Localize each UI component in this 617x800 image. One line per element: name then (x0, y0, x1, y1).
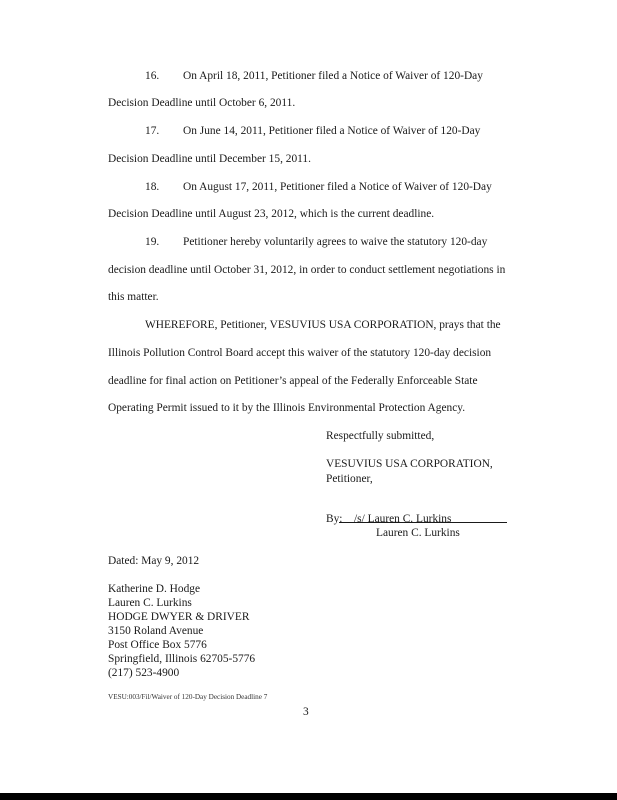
paragraph-19-line-1 (145, 235, 487, 249)
paragraph-16-line-2: Decision Deadline until October 6, 2011. (108, 97, 296, 109)
signer-name: Lauren C. Lurkins (376, 527, 460, 539)
paragraph-18-line-1 (145, 180, 492, 194)
paragraph-text: On August 17, 2011, Petitioner filed a Notice of Waiver of 120-Day (183, 181, 492, 193)
counsel-address: 3150 Roland Avenue (108, 625, 204, 637)
paragraph-number: 17. (145, 125, 160, 137)
wherefore-line-2: Illinois Pollution Control Board accept this waiver of the statutory 120-day decision (108, 347, 492, 359)
paragraph-number: 18. (145, 181, 160, 193)
respectfully-submitted: Respectfully submitted, (326, 430, 435, 442)
paragraph-18-line-2: Decision Deadline until August 23, 2012, which is the current deadline. (108, 208, 435, 220)
paragraph-19-line-3: this matter. (108, 291, 159, 303)
wherefore-line-4: Operating Permit issued to it by the Illinois Environmental Protection Agency. (108, 402, 466, 414)
electronic-signature: /s/ Lauren C. Lurkins (354, 513, 452, 525)
paragraph-16-line-1 (145, 69, 483, 83)
counsel-phone: (217) 523-4900 (108, 667, 180, 679)
paragraph-text: On June 14, 2011, Petitioner filed a Notice of Waiver of 120-Day (183, 125, 481, 137)
counsel-city: Springfield, Illinois 62705-5776 (108, 653, 256, 665)
by-label: By: (326, 513, 343, 525)
counsel-line-1: Katherine D. Hodge (108, 583, 201, 595)
paragraph-text: Petitioner hereby voluntarily agrees to waive the statutory 120-day (183, 236, 488, 248)
counsel-line-2: Lauren C. Lurkins (108, 597, 192, 609)
wherefore-line-1: WHEREFORE, Petitioner, VESUVIUS USA CORPORATION, prays that the (145, 319, 501, 331)
signature-line (339, 522, 507, 523)
wherefore-line-3: deadline for final action on Petitioner’s appeal of the Federally Enforceable State (108, 375, 478, 387)
paragraph-text: On April 18, 2011, Petitioner filed a Notice of Waiver of 120-Day (183, 70, 483, 82)
bottom-scan-edge (0, 793, 617, 800)
petitioner-role: Petitioner, (326, 473, 373, 485)
counsel-po-box: Post Office Box 5776 (108, 639, 207, 651)
paragraph-17-line-1 (145, 124, 480, 138)
paragraph-19-line-2: decision deadline until October 31, 2012, in order to conduct settlement negotiations in (108, 264, 506, 276)
paragraph-17-line-2: Decision Deadline until December 15, 2011. (108, 153, 311, 165)
paragraph-number: 19. (145, 236, 160, 248)
company-name: VESUVIUS USA CORPORATION, (326, 458, 493, 470)
file-reference: VESU:003/Fil/Waiver of 120-Day Decision Deadline 7 (108, 693, 268, 701)
dated-line: Dated: May 9, 2012 (108, 555, 200, 567)
counsel-firm: HODGE DWYER & DRIVER (108, 611, 250, 623)
page-number: 3 (303, 706, 309, 718)
paragraph-number: 16. (145, 70, 160, 82)
